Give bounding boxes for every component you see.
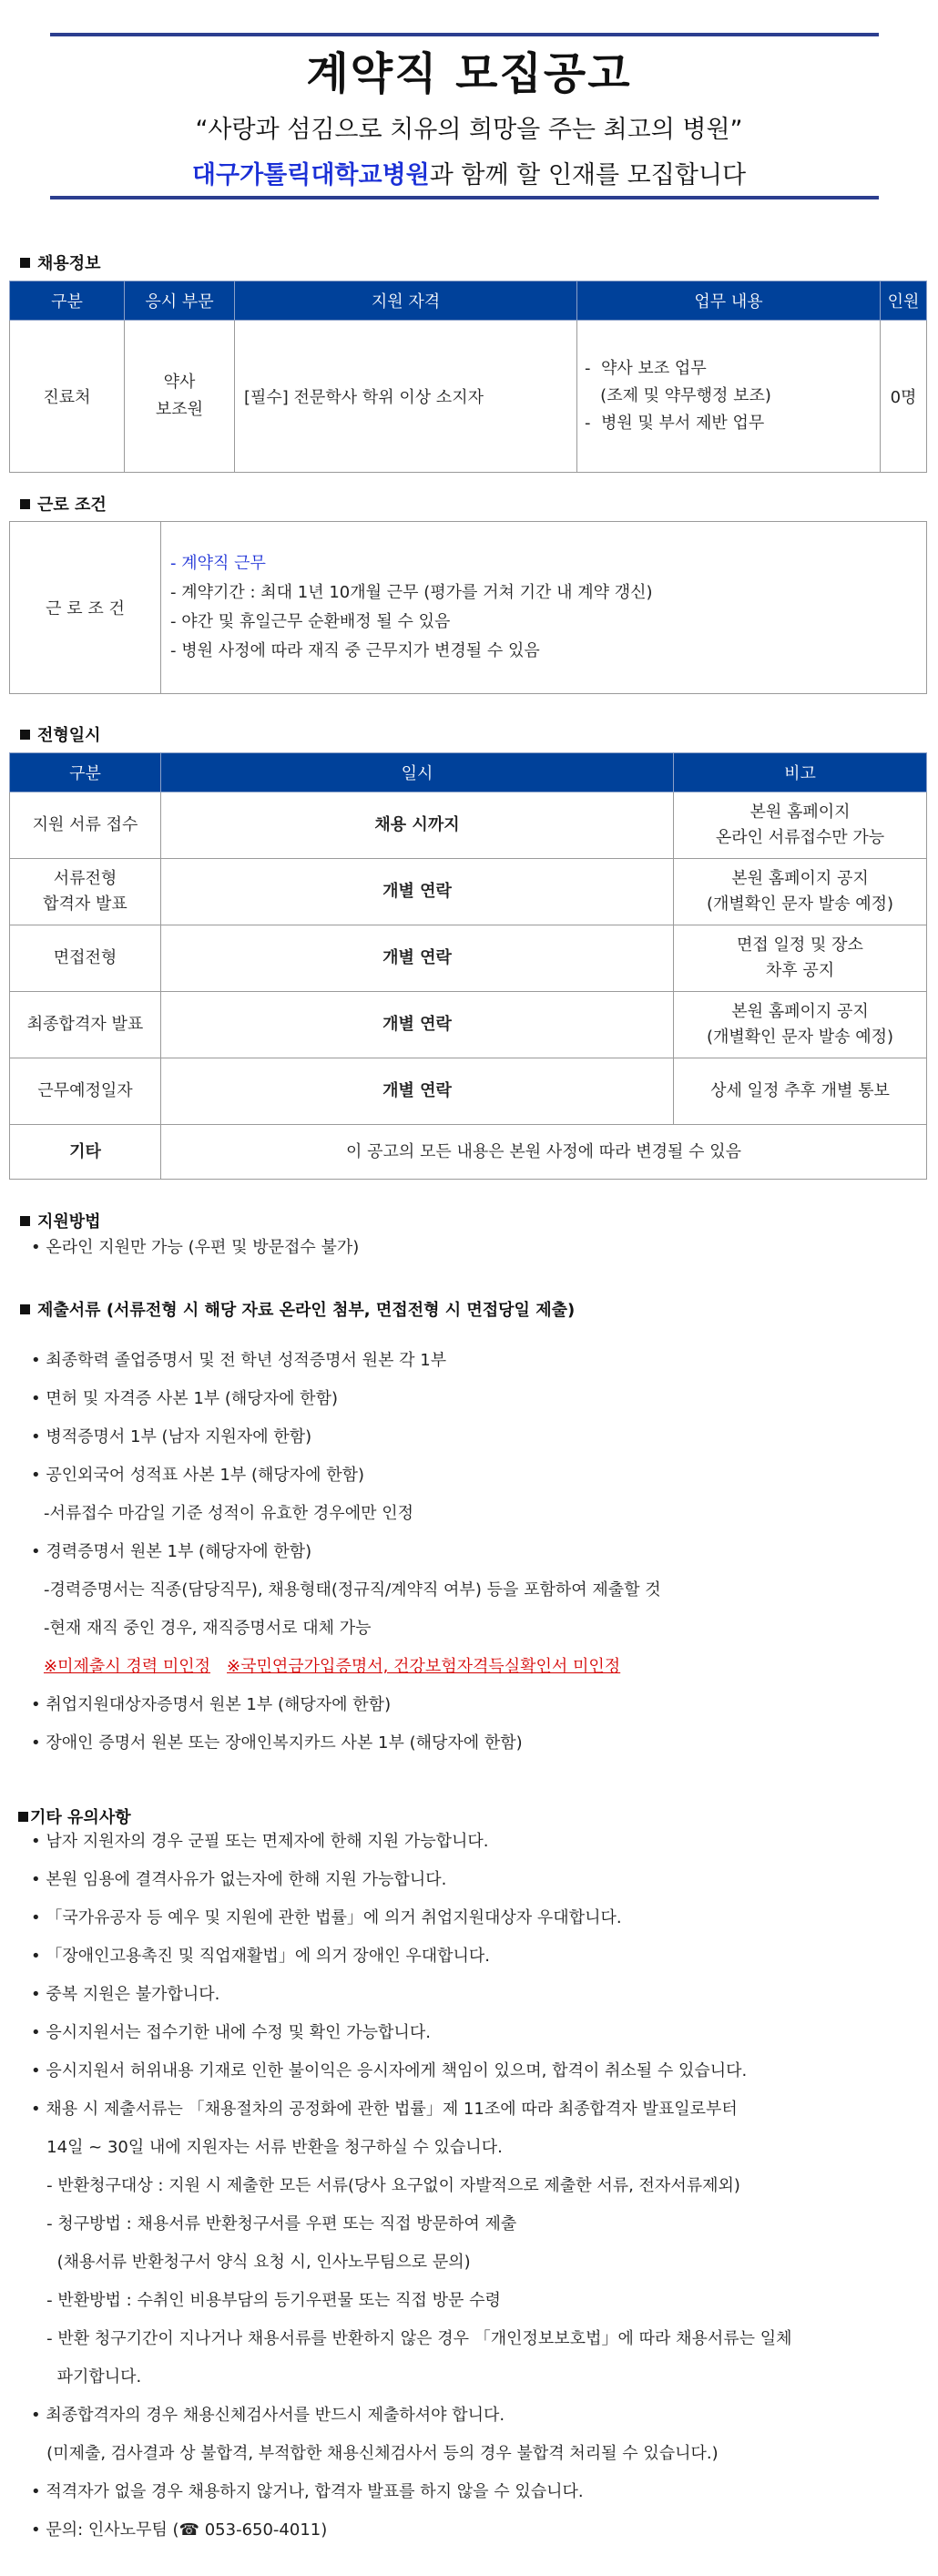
col-header: 일시	[161, 753, 674, 792]
list-item: • 적격자가 없을 경우 채용하지 않거나, 합격자 발표를 하지 않을 수 있습니다.	[31, 2482, 584, 2501]
square-bullet-icon	[20, 258, 30, 268]
duty-line: - 약사 보조 업무	[585, 359, 707, 378]
list-item: -경력증명서는 직종(담당직무), 채용형태(정규직/계약직 여부) 등을 포함하여 제출할 것	[44, 1580, 661, 1600]
list-item: • 취업지원대상자증명서 원본 1부 (해당자에 한함)	[31, 1695, 392, 1714]
duty-line: (조제 및 약무행정 보조)	[585, 386, 771, 405]
list-item: • 응시지원서 허위내용 기재로 인한 불이익은 응시자에게 책임이 있으며, 합격이 취소될 수 있습니다.	[31, 2061, 748, 2080]
note-line: 본원 홈페이지	[749, 802, 851, 822]
list-item: -서류접수 마감일 기준 성적이 유효한 경우에만 인정	[44, 1504, 413, 1523]
section-documents	[20, 1297, 575, 1321]
square-bullet-icon	[20, 499, 30, 509]
note-line: 온라인 서류접수만 가능	[715, 828, 885, 847]
condition-item: - 병원 사정에 따라 재직 중 근무지가 변경될 수 있음	[170, 641, 540, 660]
list-item: • 남자 지원자의 경우 군필 또는 면제자에 한해 지원 가능합니다.	[31, 1832, 489, 1851]
note-line: 면접 일정 및 장소	[737, 935, 863, 955]
list-item: • 경력증명서 원본 1부 (해당자에 한함)	[31, 1542, 312, 1561]
stage-line: 합격자 발표	[43, 894, 127, 914]
date-cell: 개별 연락	[161, 992, 674, 1058]
square-bullet-icon	[18, 1812, 28, 1822]
table-row	[10, 1058, 927, 1125]
header-top-rule	[50, 33, 879, 36]
list-item: 파기합니다.	[31, 2367, 142, 2387]
duty-line: - 병원 및 부서 제반 업무	[585, 414, 765, 433]
table-row	[10, 925, 927, 992]
page-title: 계약직 모집공고	[306, 48, 632, 99]
col-header: 지원 자격	[235, 281, 577, 321]
duty-cell	[577, 321, 881, 473]
list-item: - 청구방법 : 채용서류 반환청구서를 우편 또는 직접 방문하여 제출	[31, 2214, 517, 2234]
table-row	[10, 992, 927, 1058]
notes-list	[31, 1823, 792, 2550]
section-title: 전형일시	[37, 726, 101, 745]
note-cell	[674, 792, 927, 859]
work-label-cell: 근 로 조 건	[10, 522, 161, 694]
list-item: • 채용 시 제출서류는 「채용절차의 공정화에 관한 법률」제 11조에 따라 최종합격자 발표일로부터	[31, 2100, 738, 2119]
section-title: 근로 조건	[37, 496, 107, 515]
table-row	[10, 522, 927, 694]
slogan: “사랑과 섬김으로 치유의 희망을 주는 최고의 병원”	[195, 116, 743, 144]
section-title: 채용정보	[37, 254, 101, 273]
list-item: • 중복 지원은 불가합니다.	[31, 1985, 220, 2004]
list-item: (채용서류 반환청구서 양식 요청 시, 인사노무팀으로 문의)	[31, 2253, 471, 2272]
condition-item: - 계약기간 : 최대 1년 10개월 근무 (평가를 거쳐 기간 내 계약 갱신)	[170, 583, 653, 602]
count-cell: 0명	[881, 321, 927, 473]
section-title: 지원방법	[37, 1212, 101, 1232]
warning-text: ※국민연금가입증명서, 건강보험자격득실확인서 미인정	[227, 1657, 621, 1676]
list-item: • 최종학력 졸업증명서 및 전 학년 성적증명서 원본 각 1부	[31, 1351, 447, 1370]
list-item: • 「장애인고용촉진 및 직업재활법」에 의거 장애인 우대합니다.	[31, 1947, 490, 1966]
list-item: • 본원 임용에 결격사유가 없는자에 한해 지원 가능합니다.	[31, 1870, 447, 1889]
list-item: • 장애인 증명서 원본 또는 장애인복지카드 사본 1부 (해당자에 한함)	[31, 1733, 523, 1753]
date-cell: 개별 연락	[161, 1058, 674, 1125]
qualification-cell: [필수] 전문학사 학위 이상 소지자	[235, 321, 577, 473]
condition-item: - 야간 및 휴일근무 순환배정 될 수 있음	[170, 612, 451, 631]
list-item: - 반환청구대상 : 지원 시 제출한 모든 서류(당사 요구없이 자발적으로 제출한 서류, 전자서류제외)	[31, 2176, 740, 2195]
work-conditions-cell	[161, 522, 927, 694]
warning-text: ※미제출시 경력 미인정	[44, 1657, 211, 1676]
col-header: 구분	[10, 281, 125, 321]
note-line: 차후 공지	[765, 961, 835, 980]
misc-note-cell: 이 공고의 모든 내용은 본원 사정에 따라 변경될 수 있음	[161, 1125, 927, 1180]
table-row	[10, 321, 927, 473]
square-bullet-icon	[20, 1304, 30, 1314]
work-table	[9, 521, 927, 694]
apply-list	[31, 1229, 359, 1267]
list-item: • 응시지원서는 접수기한 내에 수정 및 확인 가능합니다.	[31, 2023, 431, 2042]
square-bullet-icon	[20, 730, 30, 740]
hospital-name: 대구가톨릭대학교병원	[191, 161, 430, 189]
stage-cell: 지원 서류 접수	[10, 792, 161, 859]
note-cell	[674, 992, 927, 1058]
section-recruit-info	[20, 250, 101, 274]
table-row	[10, 859, 927, 925]
stage-cell: 기타	[10, 1125, 161, 1180]
date-cell: 개별 연락	[161, 925, 674, 992]
list-item: • 최종합격자의 경우 채용신체검사서를 반드시 제출하셔야 합니다.	[31, 2406, 505, 2425]
condition-item: - 계약직 근무	[170, 554, 266, 573]
field-line: 약사	[163, 373, 196, 392]
recruit-intro-text: 과 함께 할 인재를 모집합니다	[429, 161, 747, 189]
list-item: • 「국가유공자 등 예우 및 지원에 관한 법률」에 의거 취업지원대상자 우대합니다.	[31, 1908, 622, 1927]
recruit-intro	[0, 155, 938, 190]
col-header: 응시 부문	[125, 281, 235, 321]
square-bullet-icon	[20, 1216, 30, 1226]
note-cell: 상세 일정 추후 개별 통보	[674, 1058, 927, 1125]
stage-line: 서류전형	[53, 869, 117, 888]
date-cell: 채용 시까지	[161, 792, 674, 859]
list-item: - 반환 청구기간이 지나거나 채용서류를 반환하지 않은 경우 「개인정보보호법」에 따라 채용서류는 일체	[31, 2329, 792, 2348]
list-item: • 공인외국어 성적표 사본 1부 (해당자에 한함)	[31, 1466, 365, 1485]
list-item: - 반환방법 : 수취인 비용부담의 등기우편물 또는 직접 방문 수령	[31, 2291, 501, 2310]
table-header-row	[10, 281, 927, 321]
table-header-row	[10, 753, 927, 792]
contact-item: • 문의: 인사노무팀 (☎ 053-650-4011)	[31, 2520, 328, 2540]
note-line: 본원 홈페이지 공지	[731, 869, 869, 888]
list-item: 14일 ~ 30일 내에 지원자는 서류 반환을 청구하실 수 있습니다.	[31, 2138, 503, 2157]
section-schedule	[20, 722, 101, 746]
header-bottom-rule	[50, 196, 879, 199]
col-header: 비고	[674, 753, 927, 792]
note-line: (개별확인 문자 발송 예정)	[706, 894, 894, 914]
schedule-table	[9, 752, 927, 1180]
col-header: 업무 내용	[577, 281, 881, 321]
section-work-conditions	[20, 492, 107, 516]
table-row	[10, 792, 927, 859]
col-header: 인원	[881, 281, 927, 321]
date-cell: 개별 연락	[161, 859, 674, 925]
recruit-table	[9, 281, 927, 473]
note-cell	[674, 925, 927, 992]
field-cell	[125, 321, 235, 473]
section-title: 제출서류 (서류전형 시 해당 자료 온라인 첨부, 면접전형 시 면접당일 제출)	[37, 1301, 576, 1320]
stage-cell: 최종합격자 발표	[10, 992, 161, 1058]
note-line: 본원 홈페이지 공지	[731, 1002, 869, 1021]
table-row	[10, 1125, 927, 1180]
stage-cell: 면접전형	[10, 925, 161, 992]
col-header: 구분	[10, 753, 161, 792]
note-line: (개별확인 문자 발송 예정)	[706, 1027, 894, 1047]
note-cell	[674, 859, 927, 925]
stage-cell: 근무예정일자	[10, 1058, 161, 1125]
list-item: • 병적증명서 1부 (남자 지원자에 한함)	[31, 1427, 312, 1446]
warning-line	[31, 1648, 661, 1686]
section-title: 기타 유의사항	[30, 1808, 131, 1827]
documents-list	[31, 1342, 661, 1763]
list-item: -현재 재직 중인 경우, 재직증명서로 대체 가능	[44, 1619, 372, 1638]
stage-cell	[10, 859, 161, 925]
list-item: (미제출, 검사결과 상 불합격, 부적합한 채용신체검사서 등의 경우 불합격 처리될 수 있습니다.)	[31, 2444, 719, 2463]
list-item: • 온라인 지원만 가능 (우편 및 방문접수 불가)	[31, 1238, 360, 1257]
field-line: 보조원	[155, 400, 204, 419]
division-cell: 진료처	[10, 321, 125, 473]
list-item: • 면허 및 자격증 사본 1부 (해당자에 한함)	[31, 1389, 338, 1408]
